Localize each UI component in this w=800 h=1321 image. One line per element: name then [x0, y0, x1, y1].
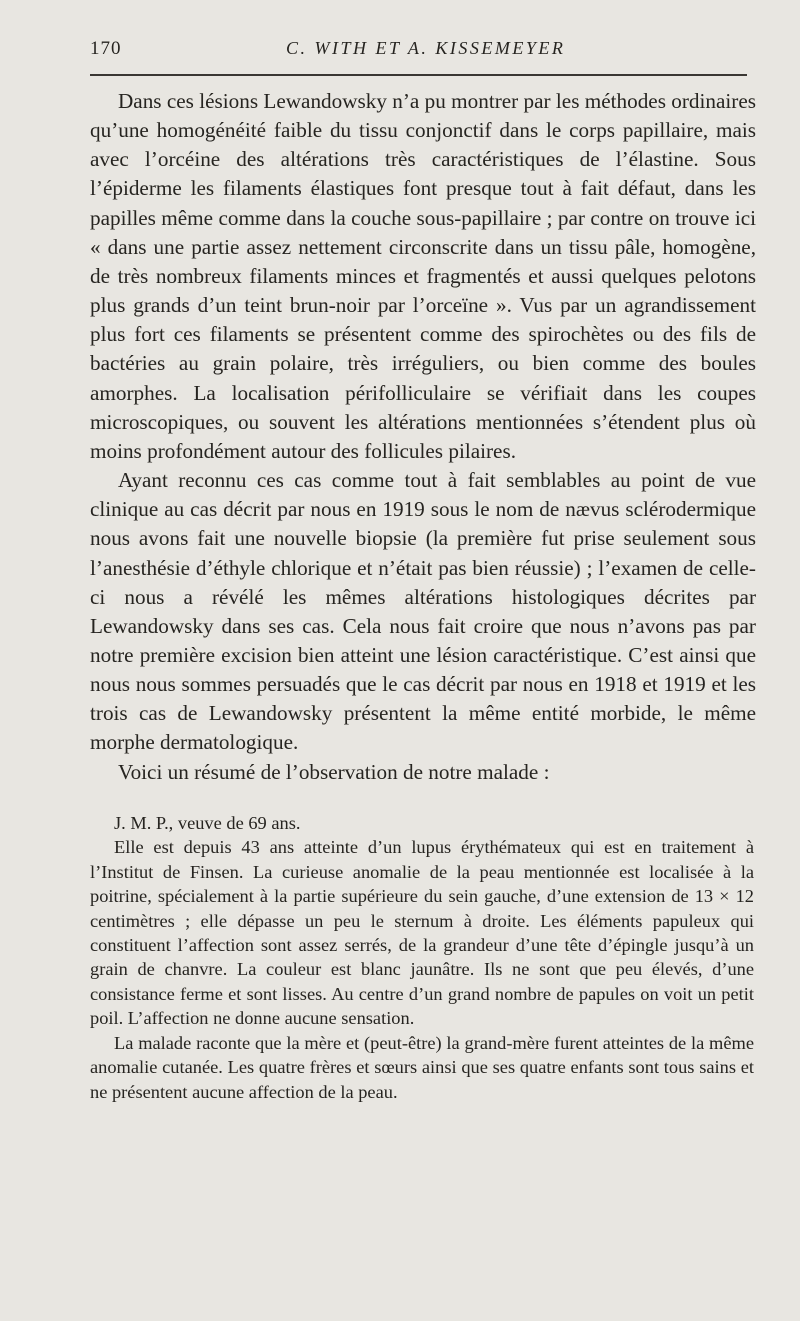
page-header	[90, 34, 756, 68]
main-text	[90, 87, 756, 787]
running-title: C. WITH ET A. KISSEMEYER	[286, 38, 566, 58]
header-rule	[90, 74, 747, 76]
observation-paragraph: J. M. P., veuve de 69 ans.	[114, 812, 301, 833]
observation-text	[90, 811, 754, 1104]
body-paragraph: Ayant reconnu ces cas comme tout à fait semblables au point de vue clinique au cas décrit par nous en 1919 sous le nom de nævus sclérodermique nous avons fait une nouvelle biopsie (la première fut prise seulement sous l’anesthésie d’éthyle chlorique et n’était pas bien réussie) ; l’examen de celle-ci nous a révélé les mêmes altérations histologiques décrites par Lewandowsky dans ses cas. Cela nous fait croire que nous n’avons pas par notre première excision bien atteint une lésion caractéristique. C’est ainsi que nous nous sommes persuadés que le cas décrit par nous en 1918 et 1919 et les trois cas de Lewandowsky présentent la même entité morbide, le même morphe dermatologique.	[90, 468, 756, 755]
body-paragraph: Dans ces lésions Lewandowsky n’a pu montrer par les méthodes ordinaires qu’une homogénéité faible du tissu conjonctif dans le corps papillaire, mais avec l’orcéine des altérations très caractéristiques de l’élastine. Sous l’épiderme les filaments élastiques font presque tout à fait défaut, dans les papilles même comme dans la couche sous-papillaire ; par contre on trouve ici « dans une partie assez nettement circonscrite dans un tissu pâle, homogène, de très nombreux filaments minces et fragmentés et aussi quelques pelotons plus grands d’un teint brun-noir par l’orceïne ». Vus par un agrandissement plus fort ces filaments se présentent comme des spirochètes ou des fils de bactéries au grain polaire, très irréguliers, ou bien comme des boules amorphes. La localisation périfolliculaire se vérifiait dans les coupes microscopiques, ou souvent les altérations mentionnées s’étendent plus où moins profondément autour des follicules pilaires.	[90, 89, 756, 463]
page-number: 170	[90, 38, 122, 59]
observation-paragraph: Elle est depuis 43 ans atteinte d’un lupus érythémateux qui est en traitement à l’Institut de Finsen. La curieuse anomalie de la peau mentionnée est localisée à la poitrine, spécialement à la partie supérieure du sein gauche, d’une extension de 13 × 12 centimètres ; elle dépasse un peu le sternum à droite. Les éléments papuleux qui constituent l’affection sont assez serrés, de la grandeur d’une tête d’épingle jusqu’à un grain de chanvre. La couleur est blanc jaunâtre. Ils ne sont que peu élevés, d’une consistance ferme et sont lisses. Au centre d’un grand nombre de papules on voit un petit poil. L’affection ne donne aucune sensation.	[90, 837, 754, 1029]
observation-paragraph: La malade raconte que la mère et (peut-être) la grand-mère furent atteintes de la même anomalie cutanée. Les quatre frères et sœurs ainsi que ses quatre enfants sont tous sains et ne présentent aucune affection de la peau.	[90, 1032, 754, 1102]
body-paragraph: Voici un résumé de l’observation de notre malade :	[118, 759, 550, 784]
